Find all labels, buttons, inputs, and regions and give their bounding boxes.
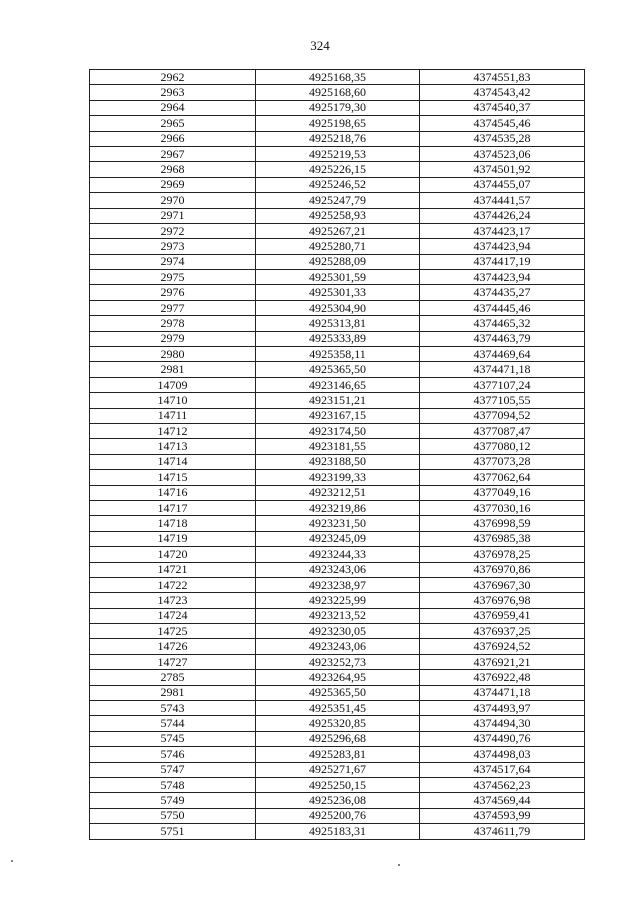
table-row [90,654,585,669]
table-row [90,377,585,392]
y-coordinate-cell: 4374426,24 [420,208,585,223]
x-coordinate-cell: 4923231,50 [256,516,420,531]
point-number-cell: 2965 [90,116,256,131]
point-number-cell: 14716 [90,485,256,500]
point-number-cell: 14714 [90,454,256,469]
y-coordinate-cell: 4377094,52 [420,408,585,423]
x-coordinate-cell: 4923225,99 [256,593,420,608]
point-number-cell: 2969 [90,177,256,192]
y-coordinate-cell: 4374523,06 [420,146,585,161]
x-coordinate-cell: 4925198,65 [256,116,420,131]
y-coordinate-cell: 4374445,46 [420,300,585,315]
y-coordinate-cell: 4376922,48 [420,670,585,685]
y-coordinate-cell: 4376921,21 [420,654,585,669]
table-row [90,777,585,792]
point-number-cell: 5745 [90,731,256,746]
x-coordinate-cell: 4923245,09 [256,531,420,546]
table-row [90,470,585,485]
x-coordinate-cell: 4925247,79 [256,193,420,208]
table-row [90,316,585,331]
point-number-cell: 14719 [90,531,256,546]
table-row [90,423,585,438]
table-row [90,824,585,839]
table-row [90,146,585,161]
y-coordinate-cell: 4377080,12 [420,439,585,454]
x-coordinate-cell: 4923243,06 [256,562,420,577]
x-coordinate-cell: 4925333,89 [256,331,420,346]
scan-speck [398,864,400,866]
y-coordinate-cell: 4374498,03 [420,747,585,762]
table-row [90,608,585,623]
point-number-cell: 2976 [90,285,256,300]
y-coordinate-cell: 4377062,64 [420,470,585,485]
y-coordinate-cell: 4374562,23 [420,777,585,792]
x-coordinate-cell: 4925358,11 [256,347,420,362]
point-number-cell: 2785 [90,670,256,685]
x-coordinate-cell: 4925246,52 [256,177,420,192]
y-coordinate-cell: 4374535,28 [420,131,585,146]
x-coordinate-cell: 4925219,53 [256,146,420,161]
table-row [90,547,585,562]
x-coordinate-cell: 4925168,60 [256,85,420,100]
x-coordinate-cell: 4923213,52 [256,608,420,623]
table-row [90,562,585,577]
table-row [90,193,585,208]
table-row [90,577,585,592]
point-number-cell: 2981 [90,685,256,700]
point-number-cell: 2972 [90,223,256,238]
table-row [90,177,585,192]
point-number-cell: 2973 [90,239,256,254]
x-coordinate-cell: 4923199,33 [256,470,420,485]
table-row [90,485,585,500]
y-coordinate-cell: 4376970,86 [420,562,585,577]
point-number-cell: 14710 [90,393,256,408]
point-number-cell: 14712 [90,423,256,438]
x-coordinate-cell: 4925288,09 [256,254,420,269]
x-coordinate-cell: 4925218,76 [256,131,420,146]
point-number-cell: 2975 [90,270,256,285]
x-coordinate-cell: 4923212,51 [256,485,420,500]
y-coordinate-cell: 4374540,37 [420,100,585,115]
x-coordinate-cell: 4925280,71 [256,239,420,254]
table-row [90,439,585,454]
table-row [90,454,585,469]
table-row [90,731,585,746]
x-coordinate-cell: 4923174,50 [256,423,420,438]
y-coordinate-cell: 4376967,30 [420,577,585,592]
x-coordinate-cell: 4923230,05 [256,624,420,639]
y-coordinate-cell: 4376976,98 [420,593,585,608]
y-coordinate-cell: 4374543,42 [420,85,585,100]
point-number-cell: 5748 [90,777,256,792]
y-coordinate-cell: 4377030,16 [420,500,585,515]
table-row [90,531,585,546]
x-coordinate-cell: 4923167,15 [256,408,420,423]
table-row [90,624,585,639]
table-row [90,270,585,285]
y-coordinate-cell: 4374455,07 [420,177,585,192]
point-number-cell: 5743 [90,701,256,716]
x-coordinate-cell: 4925250,15 [256,777,420,792]
coordinates-table-body [90,70,585,840]
table-row [90,393,585,408]
point-number-cell: 2974 [90,254,256,269]
point-number-cell: 14709 [90,377,256,392]
table-row [90,223,585,238]
table-row [90,408,585,423]
x-coordinate-cell: 4925351,45 [256,701,420,716]
x-coordinate-cell: 4925258,93 [256,208,420,223]
scan-speck [11,860,13,862]
y-coordinate-cell: 4374471,18 [420,362,585,377]
point-number-cell: 5751 [90,824,256,839]
y-coordinate-cell: 4374435,27 [420,285,585,300]
x-coordinate-cell: 4925168,35 [256,70,420,85]
y-coordinate-cell: 4374569,44 [420,793,585,808]
x-coordinate-cell: 4923181,55 [256,439,420,454]
page-number: 324 [310,38,330,53]
point-number-cell: 2971 [90,208,256,223]
point-number-cell: 5750 [90,808,256,823]
x-coordinate-cell: 4923219,86 [256,500,420,515]
x-coordinate-cell: 4925226,15 [256,162,420,177]
y-coordinate-cell: 4374493,97 [420,701,585,716]
y-coordinate-cell: 4377049,16 [420,485,585,500]
table-row [90,85,585,100]
x-coordinate-cell: 4923188,50 [256,454,420,469]
x-coordinate-cell: 4925236,08 [256,793,420,808]
table-row [90,300,585,315]
x-coordinate-cell: 4925283,81 [256,747,420,762]
point-number-cell: 2968 [90,162,256,177]
x-coordinate-cell: 4925296,68 [256,731,420,746]
point-number-cell: 14715 [90,470,256,485]
table-row [90,793,585,808]
y-coordinate-cell: 4374490,76 [420,731,585,746]
coordinates-table [89,69,585,840]
table-row [90,747,585,762]
y-coordinate-cell: 4377073,28 [420,454,585,469]
table-row [90,116,585,131]
y-coordinate-cell: 4374469,64 [420,347,585,362]
y-coordinate-cell: 4374465,32 [420,316,585,331]
table-row [90,701,585,716]
y-coordinate-cell: 4376998,59 [420,516,585,531]
table-row [90,70,585,85]
table-row [90,285,585,300]
x-coordinate-cell: 4925301,33 [256,285,420,300]
point-number-cell: 2977 [90,300,256,315]
y-coordinate-cell: 4377105,55 [420,393,585,408]
x-coordinate-cell: 4923151,21 [256,393,420,408]
y-coordinate-cell: 4376924,52 [420,639,585,654]
point-number-cell: 14713 [90,439,256,454]
point-number-cell: 2967 [90,146,256,161]
x-coordinate-cell: 4925200,76 [256,808,420,823]
x-coordinate-cell: 4923243,06 [256,639,420,654]
point-number-cell: 14725 [90,624,256,639]
table-row [90,131,585,146]
point-number-cell: 5747 [90,762,256,777]
x-coordinate-cell: 4925179,30 [256,100,420,115]
table-row [90,162,585,177]
point-number-cell: 14727 [90,654,256,669]
point-number-cell: 5744 [90,716,256,731]
x-coordinate-cell: 4923238,97 [256,577,420,592]
point-number-cell: 14711 [90,408,256,423]
x-coordinate-cell: 4925271,67 [256,762,420,777]
table-row [90,639,585,654]
point-number-cell: 2979 [90,331,256,346]
point-number-cell: 5749 [90,793,256,808]
y-coordinate-cell: 4376937,25 [420,624,585,639]
table-row [90,670,585,685]
point-number-cell: 2980 [90,347,256,362]
table-row [90,331,585,346]
point-number-cell: 2963 [90,85,256,100]
x-coordinate-cell: 4923264,95 [256,670,420,685]
y-coordinate-cell: 4374423,94 [420,270,585,285]
y-coordinate-cell: 4377087,47 [420,423,585,438]
table-row [90,762,585,777]
table-row [90,347,585,362]
y-coordinate-cell: 4376959,41 [420,608,585,623]
x-coordinate-cell: 4925365,50 [256,362,420,377]
table-row [90,516,585,531]
table-row [90,208,585,223]
table-row [90,254,585,269]
y-coordinate-cell: 4374463,79 [420,331,585,346]
y-coordinate-cell: 4374441,57 [420,193,585,208]
point-number-cell: 14721 [90,562,256,577]
point-number-cell: 2966 [90,131,256,146]
x-coordinate-cell: 4923244,33 [256,547,420,562]
point-number-cell: 14726 [90,639,256,654]
y-coordinate-cell: 4374517,64 [420,762,585,777]
y-coordinate-cell: 4377107,24 [420,377,585,392]
point-number-cell: 14720 [90,547,256,562]
table-row [90,239,585,254]
y-coordinate-cell: 4374494,30 [420,716,585,731]
table-row [90,500,585,515]
table-row [90,808,585,823]
x-coordinate-cell: 4925320,85 [256,716,420,731]
x-coordinate-cell: 4925183,31 [256,824,420,839]
point-number-cell: 14717 [90,500,256,515]
x-coordinate-cell: 4923146,65 [256,377,420,392]
y-coordinate-cell: 4374417,19 [420,254,585,269]
y-coordinate-cell: 4374551,83 [420,70,585,85]
table-row [90,685,585,700]
y-coordinate-cell: 4374545,46 [420,116,585,131]
point-number-cell: 2970 [90,193,256,208]
table-row [90,362,585,377]
table-row [90,716,585,731]
y-coordinate-cell: 4376978,25 [420,547,585,562]
y-coordinate-cell: 4374501,92 [420,162,585,177]
y-coordinate-cell: 4374423,17 [420,223,585,238]
y-coordinate-cell: 4376985,38 [420,531,585,546]
x-coordinate-cell: 4925301,59 [256,270,420,285]
y-coordinate-cell: 4374423,94 [420,239,585,254]
point-number-cell: 5746 [90,747,256,762]
x-coordinate-cell: 4923252,73 [256,654,420,669]
x-coordinate-cell: 4925267,21 [256,223,420,238]
point-number-cell: 14723 [90,593,256,608]
point-number-cell: 14722 [90,577,256,592]
y-coordinate-cell: 4374593,99 [420,808,585,823]
x-coordinate-cell: 4925313,81 [256,316,420,331]
x-coordinate-cell: 4925304,90 [256,300,420,315]
point-number-cell: 14718 [90,516,256,531]
table-row [90,100,585,115]
table-row [90,593,585,608]
point-number-cell: 2978 [90,316,256,331]
y-coordinate-cell: 4374471,18 [420,685,585,700]
y-coordinate-cell: 4374611,79 [420,824,585,839]
point-number-cell: 2962 [90,70,256,85]
point-number-cell: 2964 [90,100,256,115]
point-number-cell: 14724 [90,608,256,623]
x-coordinate-cell: 4925365,50 [256,685,420,700]
point-number-cell: 2981 [90,362,256,377]
